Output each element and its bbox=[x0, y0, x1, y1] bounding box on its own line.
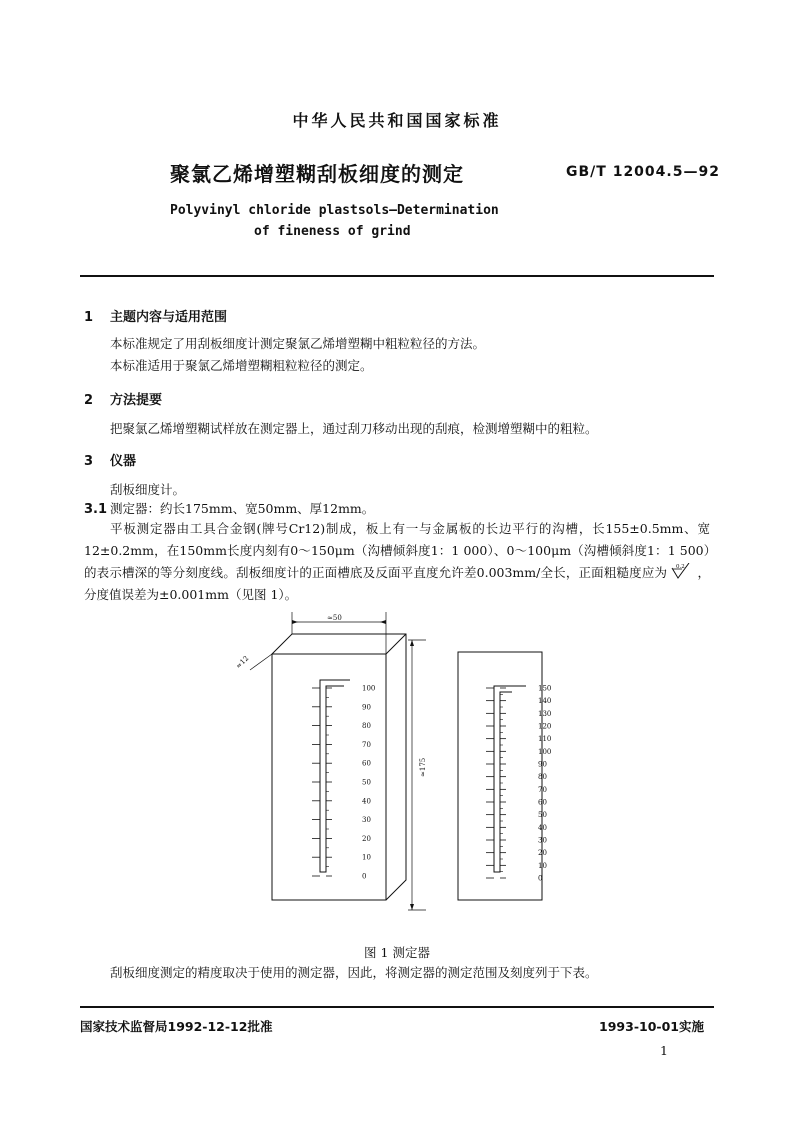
page-number: 1 bbox=[660, 1043, 668, 1058]
after-figure-paragraph: 刮板细度测定的精度取决于使用的测定器，因此，将测定器的测定范围及刻度列于下表。 bbox=[110, 965, 598, 980]
figure-1-caption: 图 1 测定器 bbox=[364, 945, 430, 960]
dim-thickness-label: ≈12 bbox=[234, 654, 251, 671]
right-scale-label: 90 bbox=[538, 760, 547, 769]
right-scale-label: 10 bbox=[538, 861, 547, 870]
right-scale-label: 30 bbox=[538, 836, 547, 845]
left-scale-label: 60 bbox=[362, 759, 371, 768]
right-scale-label: 70 bbox=[538, 785, 547, 794]
left-scale-label: 40 bbox=[362, 797, 371, 806]
left-scale-label: 50 bbox=[362, 778, 371, 787]
right-scale-ticks bbox=[486, 688, 506, 878]
left-scale-labels bbox=[362, 685, 375, 881]
effective-date: 1993-10-01实施 bbox=[599, 1019, 704, 1034]
right-scale-label: 120 bbox=[538, 722, 552, 731]
left-scale-label: 20 bbox=[362, 834, 371, 843]
left-scale-label: 90 bbox=[362, 703, 371, 712]
section-3-para-1: 刮板细度计。 bbox=[110, 482, 186, 497]
left-scale-label: 30 bbox=[362, 816, 371, 825]
english-title-line1: Polyvinyl chloride plastsols—Determination bbox=[170, 203, 499, 218]
clause-3-1-paragraph: 平板测定器由工具合金钢(牌号Cr12)制成，板上有一与金属板的长边平行的沟槽，长155±0.5mm、宽12±0.2mm，在150mm长度内刻有0～150μm（沟槽倾斜度1：1 000）、0～100μm（沟槽倾斜度1：1 500）的表示槽深的等分刻度线。刮板细度计的正面槽底及反面平直度允许差0.003mm/全长，正面粗糙度应为 0.2 ，分度值误差为±0.001mm（见图 1）。 bbox=[84, 521, 710, 602]
clause-3-1-number: 3.1 bbox=[84, 502, 108, 517]
right-scale-label: 110 bbox=[538, 735, 552, 744]
clause-3-1-text: 测定器：约长175mm、宽50mm、厚12mm。 bbox=[110, 501, 375, 516]
right-scale-label: 140 bbox=[538, 697, 552, 706]
standard-type-header: 中华人民共和国国家标准 bbox=[292, 111, 502, 130]
footer-rule bbox=[80, 1006, 714, 1008]
dim-length-label: ≈175 bbox=[419, 757, 427, 777]
right-scale-label: 100 bbox=[538, 747, 552, 756]
svg-text:0.2: 0.2 bbox=[676, 564, 686, 570]
english-title-line2: of fineness of grind bbox=[254, 224, 411, 239]
document-title: 聚氯乙烯增塑糊刮板细度的测定 bbox=[170, 162, 464, 186]
section-3-heading: 3 仪器 bbox=[84, 454, 137, 469]
figure-1-gauge-drawing bbox=[220, 610, 580, 940]
dim-width-label: ≈50 bbox=[327, 614, 342, 622]
section-1-para-2: 本标准适用于聚氯乙烯增塑糊粗粒粒径的测定。 bbox=[110, 358, 373, 373]
section-2-para-1: 把聚氯乙烯增塑糊试样放在测定器上，通过刮刀移动出现的刮痕，检测增塑糊中的粗粒。 bbox=[110, 421, 598, 436]
section-2-heading: 2 方法提要 bbox=[84, 393, 163, 408]
right-scale-label: 0 bbox=[538, 874, 543, 883]
left-scale-label: 70 bbox=[362, 740, 371, 749]
right-scale-label: 80 bbox=[538, 773, 547, 782]
right-scale-label: 130 bbox=[538, 709, 552, 718]
right-scale-label: 150 bbox=[538, 684, 552, 693]
approval-date: 国家技术监督局1992-12-12批准 bbox=[80, 1019, 273, 1034]
left-scale-label: 10 bbox=[362, 853, 371, 862]
section-1-heading: 1 主题内容与适用范围 bbox=[84, 310, 228, 325]
right-scale-label: 60 bbox=[538, 798, 547, 807]
right-scale-labels bbox=[538, 685, 551, 883]
left-scale-ticks bbox=[312, 688, 332, 876]
left-scale-label: 100 bbox=[362, 684, 376, 693]
left-scale-label: 0 bbox=[362, 872, 367, 881]
header-rule bbox=[80, 275, 714, 277]
standard-code: GB/T 12004.5—92 bbox=[566, 164, 720, 180]
right-scale-label: 20 bbox=[538, 849, 547, 858]
roughness-symbol-icon bbox=[671, 563, 693, 579]
right-scale-label: 40 bbox=[538, 823, 547, 832]
right-scale-label: 50 bbox=[538, 811, 547, 820]
left-scale-label: 80 bbox=[362, 722, 371, 731]
section-1-para-1: 本标准规定了用刮板细度计测定聚氯乙烯增塑糊中粗粒粒径的方法。 bbox=[110, 336, 486, 351]
